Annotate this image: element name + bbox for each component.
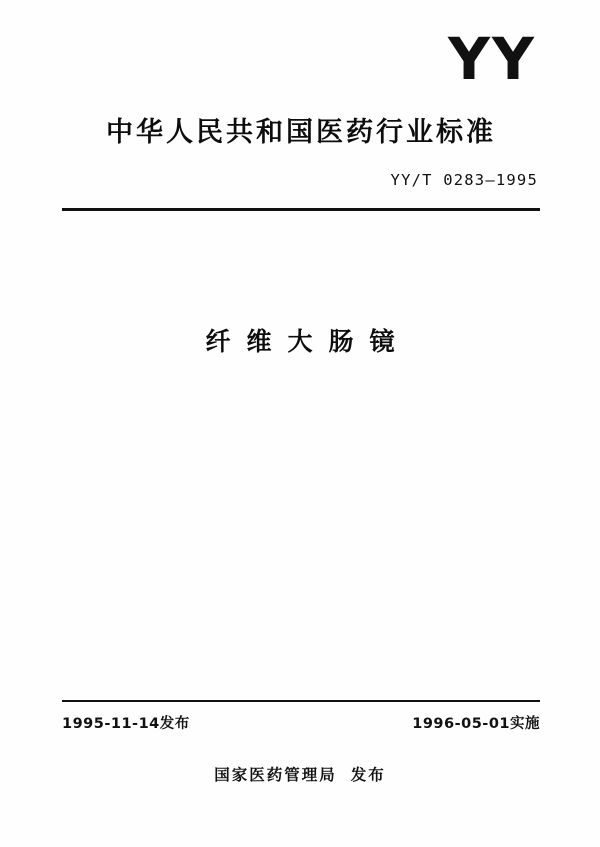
- issuer-action: 发布: [350, 766, 386, 784]
- issue-date: 1995-11-14发布: [62, 716, 190, 732]
- issuer-line: [0, 763, 600, 785]
- yy-logo: YY: [448, 25, 536, 93]
- footer-dates: [62, 712, 540, 733]
- header-divider: [62, 208, 540, 211]
- header-block: [62, 25, 540, 189]
- page-title: 纤维大肠镜: [205, 327, 411, 356]
- standard-number: YY/T 0283—1995: [390, 171, 538, 189]
- organization-title: 中华人民共和国医药行业标准: [106, 117, 496, 148]
- effective-date: 1996-05-01实施: [412, 716, 540, 732]
- footer-divider: [62, 700, 540, 702]
- issuer-name: 国家医药管理局: [214, 766, 337, 784]
